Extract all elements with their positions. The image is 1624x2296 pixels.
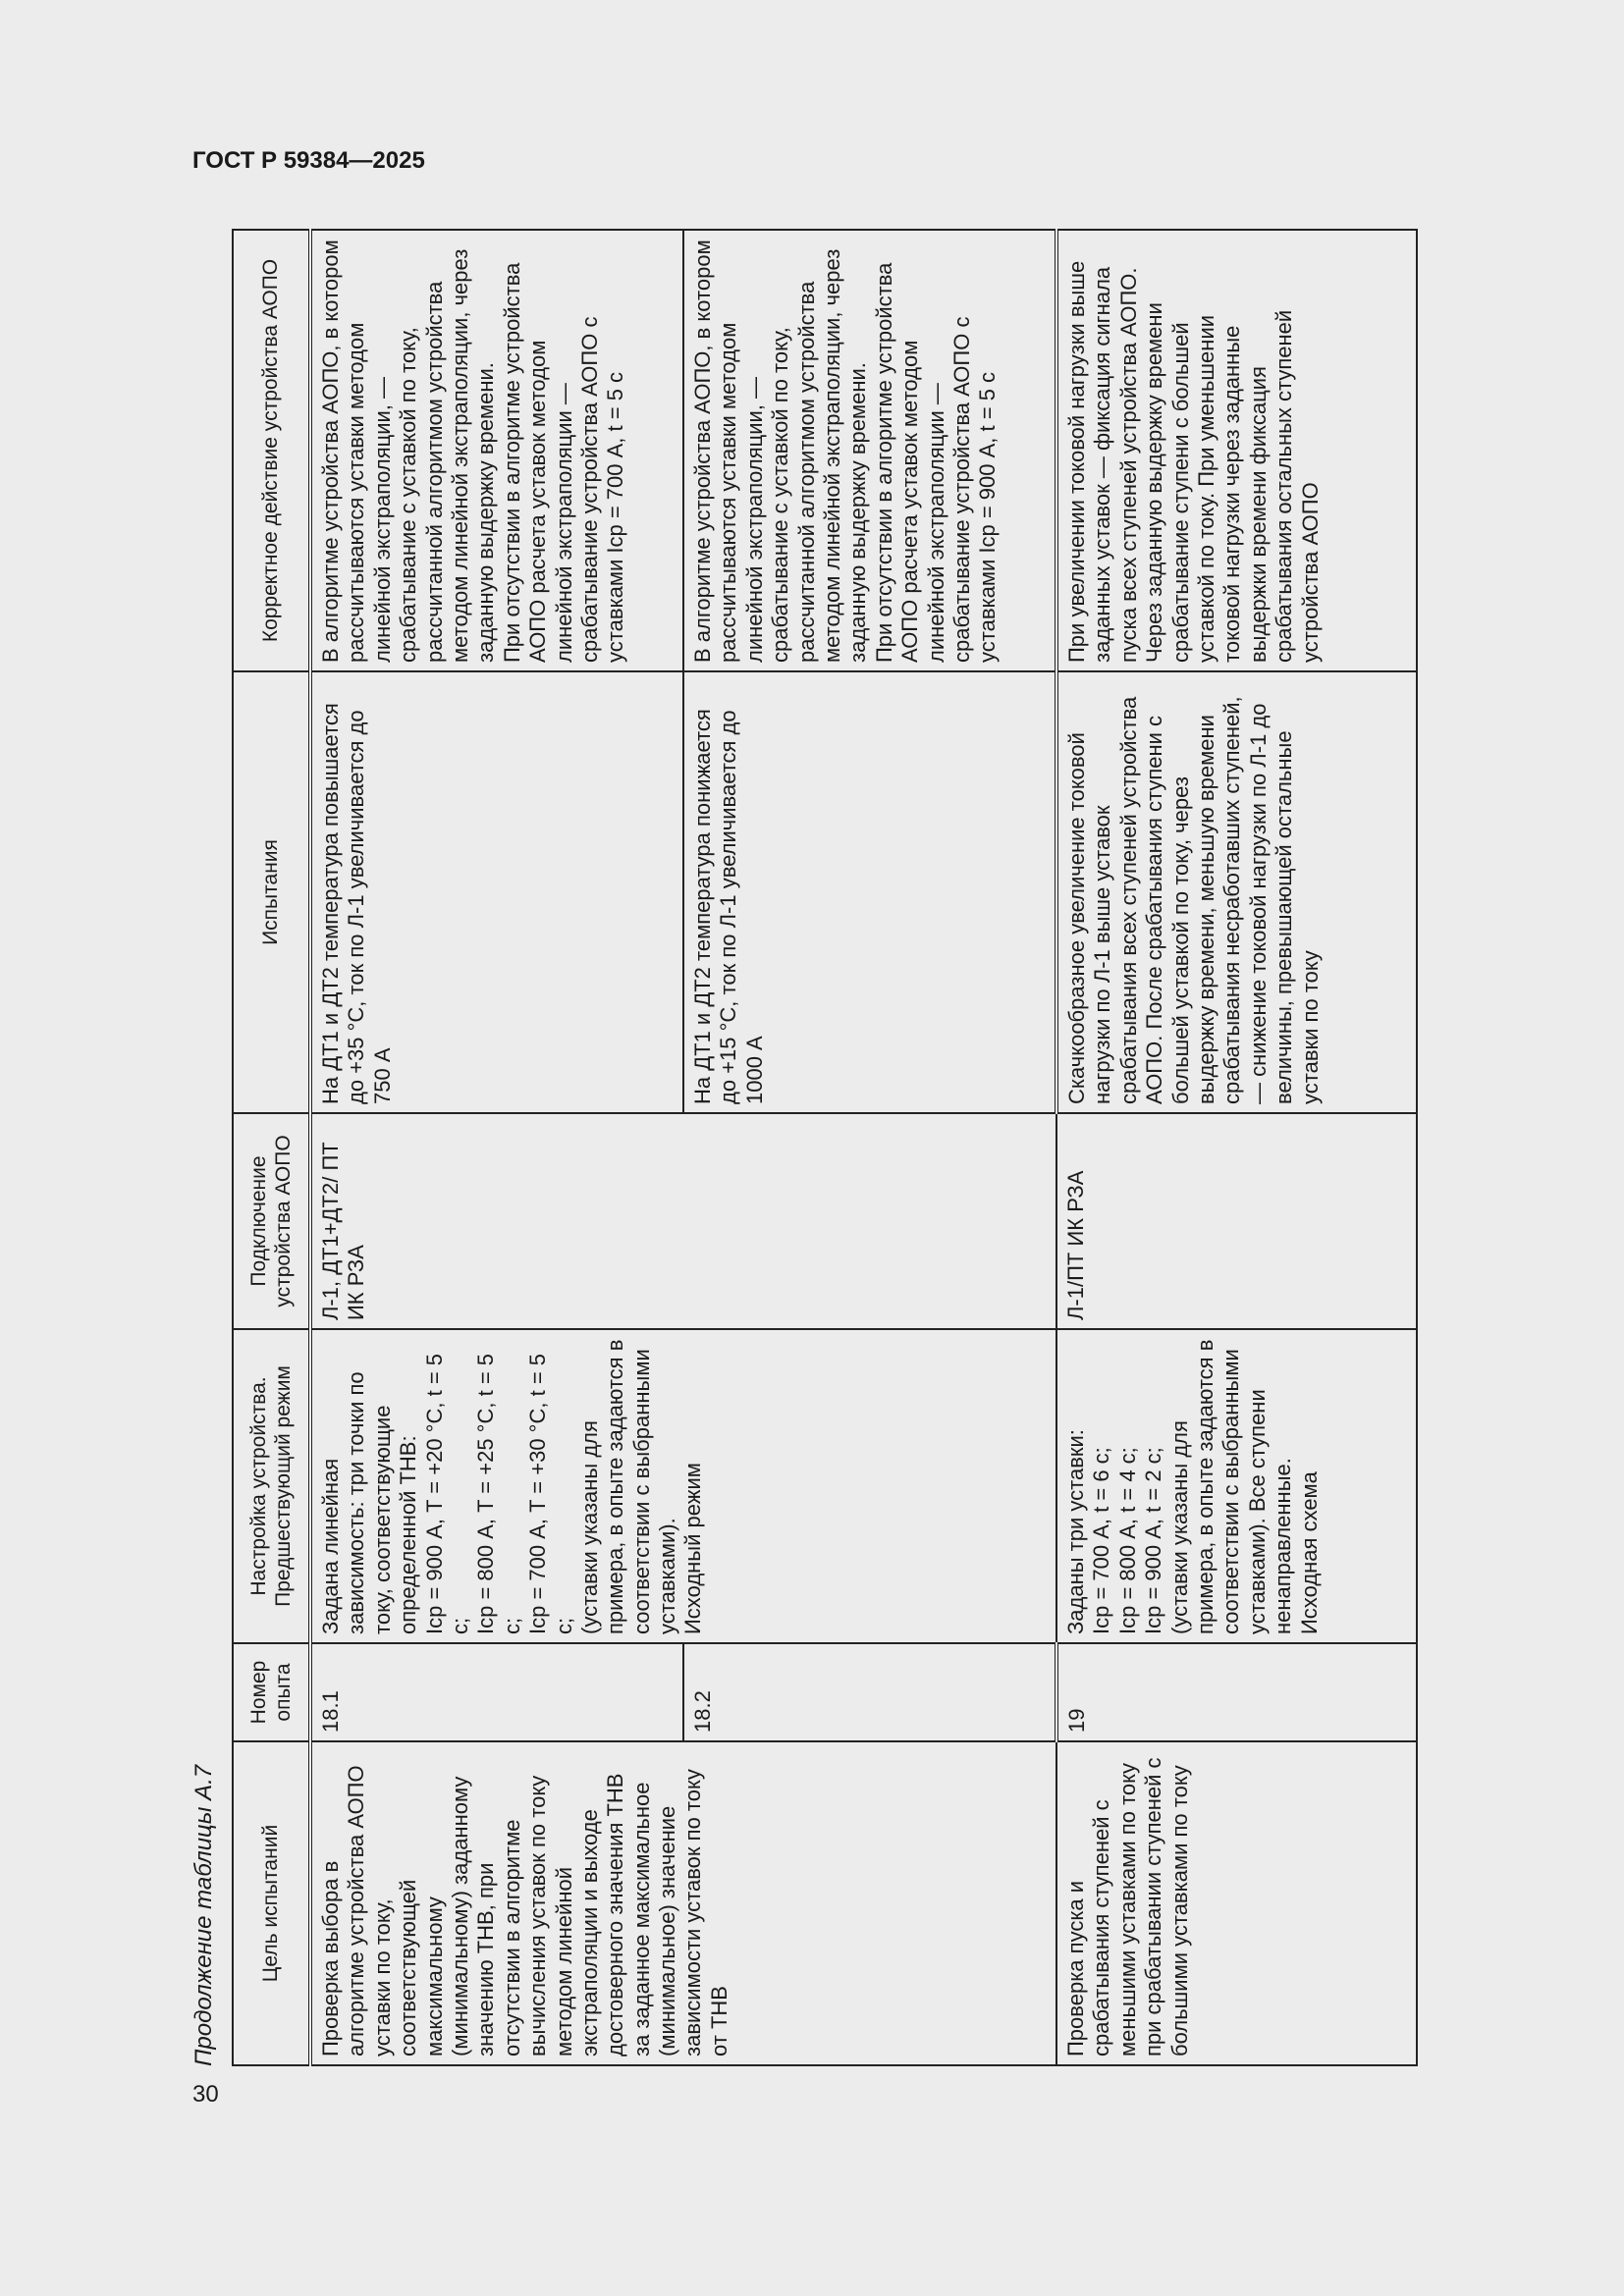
action-cell: В алгоритме устройства АОПО, в котором рассчитываются уставки методом линейной экстраполяции, — срабатывание с уставкой по току, рассчитанной алгоритмом устройства методом линейной экстраполяции, через заданную выдержку времени. При отсутствии в алгоритме устройства АОПО расчета уставок методом линейной экстраполяции — срабатывание устройства АОПО с уставками Iср = 900 А, t = 5 с bbox=[683, 230, 1056, 671]
table-caption: Продолжение таблицы А.7 bbox=[190, 1764, 217, 2066]
test-number-cell: 18.2 bbox=[683, 1643, 1056, 1741]
test-number-cell: 19 bbox=[1056, 1643, 1417, 1741]
column-header: Настройка устройства. Предшествующий режим bbox=[233, 1329, 310, 1643]
action-cell: В алгоритме устройства АОПО, в котором рассчитываются уставки методом линейной экстраполяции, — срабатывание с уставкой по току, рассчитанной алгоритмом устройства методом линейной экстраполяции, через заданную выдержку времени. При отсутствии в алгоритме устройства АОПО расчета уставок методом линейной экстраполяции — срабатывание устройства АОПО с уставками Iср = 700 А, t = 5 с bbox=[310, 230, 683, 671]
table-row bbox=[1056, 230, 1417, 2065]
goal-cell: Проверка пуска и срабатывания ступеней с меньшими уставками по току при срабатывании ступеней с большими уставками по току bbox=[1056, 1741, 1417, 2065]
column-header: Номер опыта bbox=[233, 1643, 310, 1741]
test-table bbox=[232, 229, 1418, 2066]
column-header: Испытания bbox=[233, 671, 310, 1113]
connection-cell: Л-1, ДТ1+ДТ2/ ПТ ИК РЗА bbox=[310, 1113, 1056, 1329]
column-header: Цель испытаний bbox=[233, 1741, 310, 2065]
goal-cell: Проверка выбора в алгоритме устройства АОПО уставки по току, соответствующей максимальному (минимальному) заданному значению ТНВ, при отсутствии в алгоритме вычисления уставок по току методом линейной экстраполяции и выходе достоверного значения ТНВ за заданное максимальное (минимальное) значение зависимости уставок по току от ТНВ bbox=[310, 1741, 1056, 2065]
table-header-row bbox=[233, 230, 310, 2065]
page-number: 30 bbox=[192, 2081, 219, 2108]
column-header: Корректное действие устройства АОПО bbox=[233, 230, 310, 671]
connection-cell: Л-1/ПТ ИК РЗА bbox=[1056, 1113, 1417, 1329]
test-cell: На ДТ1 и ДТ2 температура повышается до +35 °С, ток по Л-1 увеличивается до 750 А bbox=[310, 671, 683, 1113]
test-cell: На ДТ1 и ДТ2 температура понижается до +15 °С, ток по Л-1 увеличивается до 1000 А bbox=[683, 671, 1056, 1113]
table-row bbox=[310, 230, 683, 2065]
rotated-table-container bbox=[190, 231, 1418, 2066]
setting-cell: Задана линейная зависимость: три точки по току, соответствующие определенной ТНВ: Iср = 900 А, T = +20 °С, t = 5 с; Iср = 800 А, T = +25 °С, t = 5 с; Iср = 700 А, T = +30 °С, t = 5 с; (уставки указаны для примера, в опыте задаются в соответствии с выбранными уставками). Исходный режим bbox=[310, 1329, 1056, 1643]
action-cell: При увеличении токовой нагрузки выше заданных уставок — фиксация сигнала пуска всех ступеней устройства АОПО. Через заданную выдержку времени срабатывание ступени с большей уставкой по току. При уменьшении токовой нагрузки через заданные выдержки времени фиксация срабатывания остальных ступеней устройства АОПО bbox=[1056, 230, 1417, 671]
setting-cell: Заданы три уставки: Iср = 700 А, t = 6 с; Iср = 800 А, t = 4 с; Iср = 900 А, t = 2 с; (уставки указаны для примера, в опыте задаются в соответствии с выбранными уставками). Все ступени ненаправленные. Исходная схема bbox=[1056, 1329, 1417, 1643]
test-number-cell: 18.1 bbox=[310, 1643, 683, 1741]
document-header: ГОСТ Р 59384—2025 bbox=[192, 147, 425, 174]
column-header: Подключение устройства АОПО bbox=[233, 1113, 310, 1329]
test-cell: Скачкообразное увеличение токовой нагрузки по Л-1 выше уставок срабатывания всех ступеней устройства АОПО. После срабатывания ступени с большей уставкой по току, через выдержку времени, меньшую времени срабатывания несработавших ступеней, — снижение токовой нагрузки по Л-1 до величины, превышающей остальные уставки по току bbox=[1056, 671, 1417, 1113]
